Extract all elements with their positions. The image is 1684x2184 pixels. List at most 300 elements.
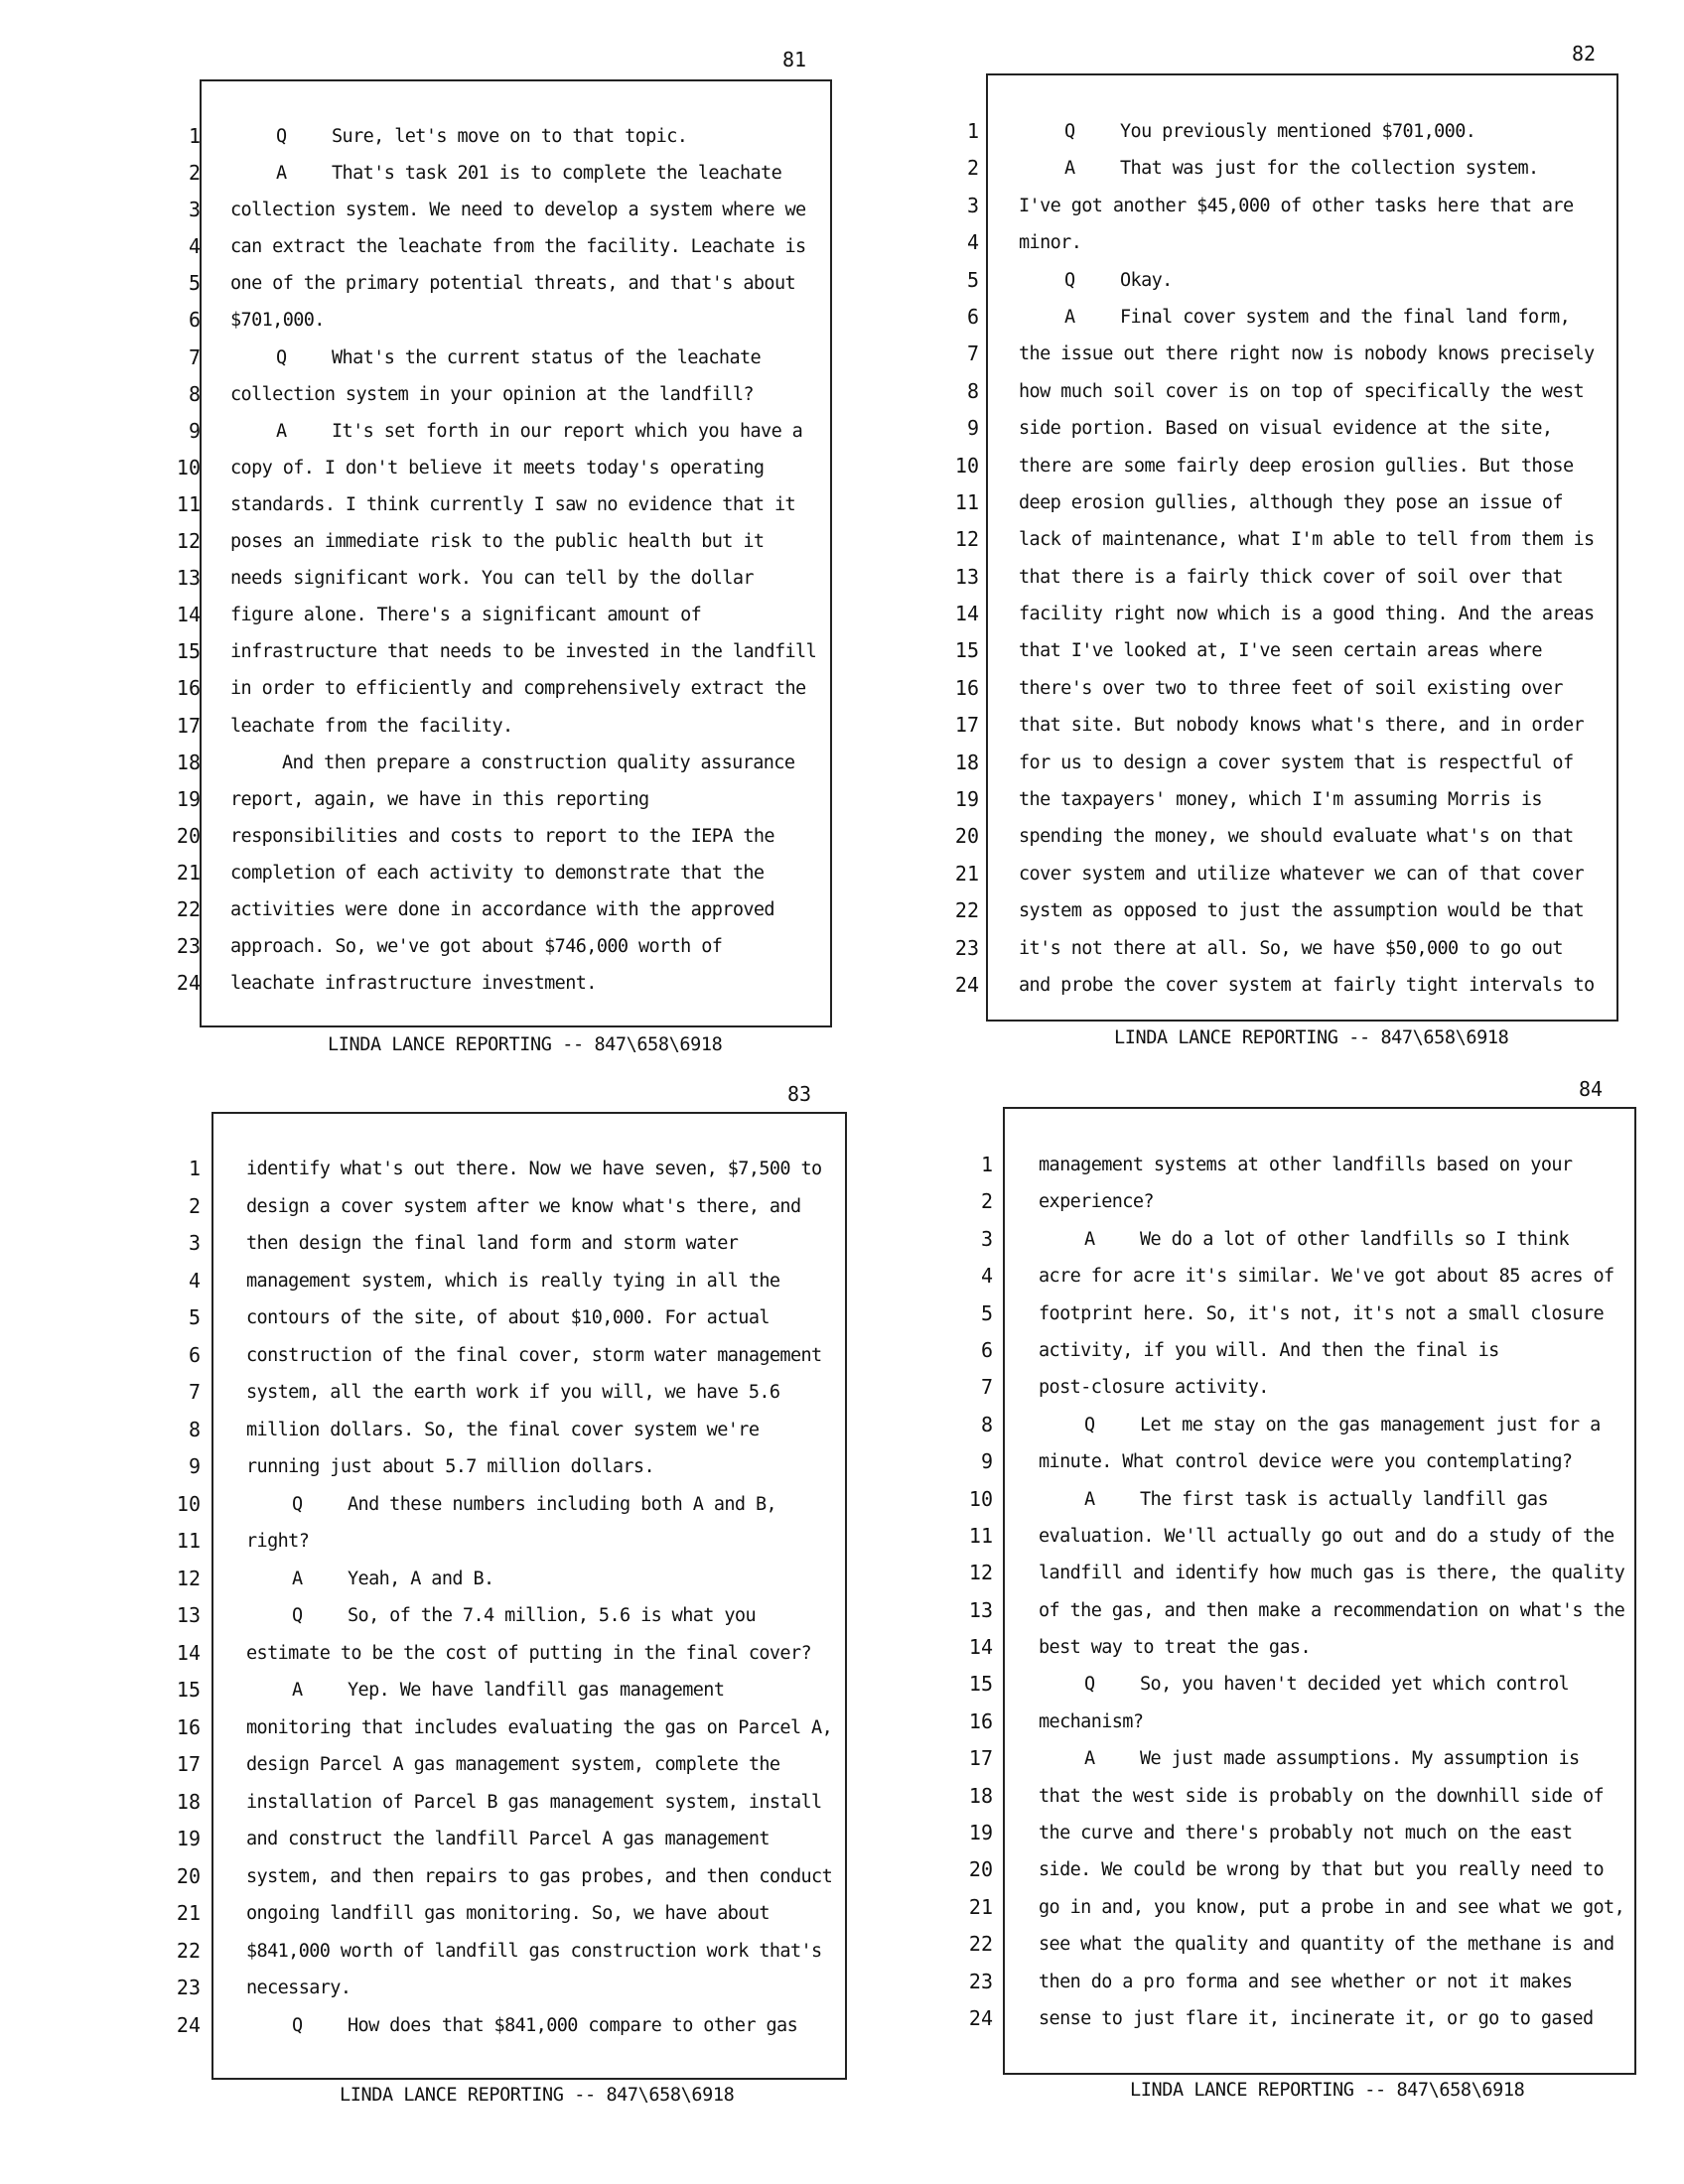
line-text: You previously mentioned $701,000. xyxy=(1120,121,1476,142)
line-text: acre for acre it's similar. We've got about 85 acres of xyxy=(1039,1266,1614,1288)
line-number: 9 xyxy=(980,1449,993,1474)
line-number: 3 xyxy=(188,198,201,222)
line-number: 23 xyxy=(954,935,979,960)
transcript-line xyxy=(161,670,836,707)
line-text: in order to efficiently and comprehensively extract the xyxy=(230,678,806,700)
line-text: responsibilities and costs to report to the IEPA the xyxy=(230,825,774,847)
line-text: management system, which is really tying in all the xyxy=(246,1270,780,1292)
line-number: 11 xyxy=(954,489,979,514)
line-text: side portion. Based on visual evidence at the site, xyxy=(1019,418,1553,440)
transcript-line xyxy=(161,118,836,155)
line-text: minor. xyxy=(1019,232,1082,254)
line-text: $701,000. xyxy=(230,310,325,332)
line-text: the issue out there right now is nobody knows precisely xyxy=(1019,343,1595,365)
transcript-line xyxy=(161,340,836,376)
transcript-line xyxy=(161,633,836,670)
line-text: footprint here. So, it's not, it's not a small closure xyxy=(1039,1302,1605,1324)
line-text: How does that $841,000 compare to other gas xyxy=(348,2014,798,2036)
transcript-line xyxy=(161,708,836,745)
line-list xyxy=(161,118,836,1002)
answer-line xyxy=(1019,150,1539,187)
speaker-marker: Q xyxy=(1064,269,1075,291)
transcript-line xyxy=(939,448,1624,484)
line-text: leachate infrastructure investment. xyxy=(230,973,597,995)
line-text: system as opposed to just the assumption would be that xyxy=(1019,900,1585,922)
line-text: sense to just flare it, incinerate it, or go to gased xyxy=(1039,2007,1594,2029)
transcript-line xyxy=(939,484,1624,521)
line-number: 13 xyxy=(176,1603,201,1627)
line-number: 13 xyxy=(176,566,201,591)
line-number: 9 xyxy=(188,418,201,443)
line-number: 15 xyxy=(954,638,979,663)
line-text: management systems at other landfills based on your xyxy=(1039,1155,1573,1175)
line-number: 14 xyxy=(176,603,201,627)
line-number: 6 xyxy=(966,304,979,329)
line-text: one of the primary potential threats, and that's about xyxy=(230,273,796,295)
question-line xyxy=(1019,113,1475,150)
line-number: 5 xyxy=(188,1305,201,1329)
transcript-line xyxy=(161,1188,846,1226)
transcript-line xyxy=(953,1296,1638,1332)
transcript-line xyxy=(161,818,836,855)
line-text: We just made assumptions. My assumption is xyxy=(1140,1748,1580,1770)
line-number: 9 xyxy=(188,1454,201,1478)
transcript-line xyxy=(953,1889,1638,1926)
question-line xyxy=(1039,1407,1601,1443)
line-text: Yeah, A and B. xyxy=(348,1568,494,1589)
line-text: that I've looked at, I've seen certain areas where xyxy=(1019,640,1542,662)
line-text: approach. So, we've got about $746,000 worth of xyxy=(230,936,723,958)
transcript-line xyxy=(161,413,836,450)
line-number: 10 xyxy=(176,455,201,479)
line-list xyxy=(939,113,1624,1004)
line-number: 5 xyxy=(980,1300,993,1325)
line-number: 6 xyxy=(188,1342,201,1367)
transcript-line xyxy=(161,1486,846,1524)
transcript-line xyxy=(953,1592,1638,1629)
line-text: how much soil cover is on top of specifically the west xyxy=(1019,380,1585,402)
line-number: 16 xyxy=(968,1708,993,1733)
line-number: 18 xyxy=(954,750,979,774)
line-number: 1 xyxy=(188,1157,201,1180)
line-number: 24 xyxy=(176,2012,201,2037)
transcript-line xyxy=(161,1523,846,1561)
line-number: 4 xyxy=(966,230,979,255)
transcript-line xyxy=(939,299,1624,336)
transcript-line xyxy=(953,1815,1638,1851)
transcript-line xyxy=(161,155,836,192)
line-number: 2 xyxy=(980,1189,993,1214)
line-text: ongoing landfill gas monitoring. So, we have about xyxy=(246,1903,770,1924)
transcript-line xyxy=(953,1258,1638,1295)
line-number: 3 xyxy=(980,1226,993,1251)
line-text: And these numbers including both A and B, xyxy=(348,1493,777,1515)
line-number: 8 xyxy=(188,381,201,406)
line-number: 16 xyxy=(176,1714,201,1739)
transcript-line xyxy=(953,1555,1638,1591)
question-line xyxy=(246,2007,797,2045)
transcript-line xyxy=(161,1151,846,1188)
transcript-line xyxy=(939,336,1624,372)
line-number: 17 xyxy=(176,713,201,738)
line-number: 7 xyxy=(188,344,201,369)
question-line xyxy=(230,340,761,376)
transcript-line xyxy=(161,1225,846,1263)
speaker-marker: Q xyxy=(292,2014,303,2036)
transcript-line xyxy=(161,1412,846,1449)
line-list xyxy=(953,1147,1638,2037)
speaker-marker: A xyxy=(292,1680,303,1701)
line-text: It's set forth in our report which you have a xyxy=(332,420,803,442)
line-number: 2 xyxy=(966,156,979,181)
line-number: 16 xyxy=(954,675,979,700)
line-number: 5 xyxy=(966,267,979,292)
transcript-line xyxy=(939,373,1624,410)
line-text: that site. But nobody knows what's there, and in order xyxy=(1019,715,1585,737)
line-text: What's the current status of the leachate xyxy=(332,346,762,368)
line-text: minute. What control device were you contemplating? xyxy=(1039,1451,1573,1473)
speaker-marker: Q xyxy=(1084,1674,1095,1696)
line-text: I've got another $45,000 of other tasks here that are xyxy=(1019,195,1574,216)
transcript-line xyxy=(939,596,1624,632)
answer-line xyxy=(1039,1481,1548,1518)
line-number: 14 xyxy=(954,602,979,626)
line-text: that there is a fairly thick cover of soil over that xyxy=(1019,566,1563,588)
line-text: can extract the leachate from the facility. Leachate is xyxy=(230,236,806,258)
speaker-marker: A xyxy=(1084,1748,1095,1770)
line-number: 7 xyxy=(188,1380,201,1404)
speaker-marker: A xyxy=(276,163,287,185)
transcript-line xyxy=(161,560,836,597)
line-number: 1 xyxy=(188,124,201,148)
line-number: 10 xyxy=(954,453,979,478)
line-number: 15 xyxy=(176,1678,201,1702)
line-text: evaluation. We'll actually go out and do a study of the xyxy=(1039,1525,1614,1547)
line-list xyxy=(161,1151,846,2044)
transcript-line xyxy=(161,1635,846,1673)
speaker-marker: Q xyxy=(292,1605,303,1626)
line-number: 23 xyxy=(968,1969,993,1993)
line-number: 22 xyxy=(954,898,979,923)
line-text: activities were done in accordance with the approved xyxy=(230,898,774,920)
line-number: 1 xyxy=(980,1153,993,1176)
line-text: $841,000 worth of landfill gas construction work that's xyxy=(246,1940,822,1962)
line-number: 21 xyxy=(176,1901,201,1925)
line-number: 13 xyxy=(954,564,979,589)
line-text: poses an immediate risk to the public health but it xyxy=(230,531,765,553)
line-text: That's task 201 is to complete the leachate xyxy=(332,163,782,185)
line-number: 15 xyxy=(176,639,201,664)
question-line xyxy=(246,1597,756,1635)
transcript-line xyxy=(953,1778,1638,1815)
transcript-line xyxy=(161,1970,846,2007)
line-text: of the gas, and then make a recommendation on what's the xyxy=(1039,1599,1625,1621)
page-footer: LINDA LANCE REPORTING -- 847\658\6918 xyxy=(328,1034,723,1055)
question-line xyxy=(1039,1666,1569,1703)
transcript-line xyxy=(161,302,836,339)
line-text: identify what's out there. Now we have seven, $7,500 to xyxy=(246,1159,822,1179)
transcript-line xyxy=(939,632,1624,669)
line-number: 4 xyxy=(980,1264,993,1289)
line-number: 24 xyxy=(968,2005,993,2030)
line-number: 20 xyxy=(954,824,979,849)
line-number: 2 xyxy=(188,161,201,186)
transcript-line xyxy=(161,1784,846,1822)
line-number: 9 xyxy=(966,416,979,441)
transcript-line xyxy=(161,1337,846,1375)
answer-line xyxy=(1039,1221,1569,1258)
speaker-marker: Q xyxy=(1064,121,1075,142)
line-number: 17 xyxy=(954,713,979,738)
line-text: Okay. xyxy=(1120,269,1173,291)
speaker-marker: Q xyxy=(1084,1414,1095,1435)
speaker-marker: A xyxy=(1084,1228,1095,1250)
line-number: 12 xyxy=(968,1561,993,1585)
answer-line xyxy=(1019,299,1570,336)
line-text: collection system. We need to develop a system where we xyxy=(230,200,806,221)
line-text: landfill and identify how much gas is there, the quality xyxy=(1039,1563,1625,1584)
answer-line xyxy=(246,1672,724,1709)
transcript-line xyxy=(953,1704,1638,1740)
line-number: 22 xyxy=(176,896,201,921)
line-text: design Parcel A gas management system, complete the xyxy=(246,1754,780,1775)
transcript-line xyxy=(953,1369,1638,1406)
transcript-line xyxy=(953,1666,1638,1703)
line-text: estimate to be the cost of putting in the final cover? xyxy=(246,1642,812,1664)
transcript-line xyxy=(161,1448,846,1486)
line-number: 4 xyxy=(188,234,201,259)
page-footer: LINDA LANCE REPORTING -- 847\658\6918 xyxy=(340,2085,735,2106)
line-number: 19 xyxy=(176,786,201,811)
line-number: 22 xyxy=(176,1938,201,1963)
transcript-line xyxy=(161,2007,846,2045)
transcript-line xyxy=(161,192,836,228)
transcript-line xyxy=(939,521,1624,558)
transcript-line xyxy=(939,559,1624,596)
transcript-line xyxy=(161,1858,846,1896)
transcript-line xyxy=(953,2000,1638,2037)
transcript-line xyxy=(161,855,836,891)
line-text: running just about 5.7 million dollars. xyxy=(246,1456,654,1477)
page-number: 83 xyxy=(787,1082,812,1106)
line-text: system, all the earth work if you will, we have 5.6 xyxy=(246,1382,780,1403)
transcript-line xyxy=(161,228,836,265)
transcript-line xyxy=(161,965,836,1002)
answer-line xyxy=(230,413,802,450)
line-text: side. We could be wrong by that but you really need to xyxy=(1039,1859,1605,1881)
line-text: for us to design a cover system that is respectful of xyxy=(1019,751,1574,773)
transcript-line xyxy=(161,486,836,523)
line-number: 12 xyxy=(954,527,979,552)
line-number: 14 xyxy=(968,1635,993,1660)
transcript-line xyxy=(939,188,1624,224)
line-number: 17 xyxy=(968,1746,993,1771)
transcript-line xyxy=(161,1672,846,1709)
line-number: 19 xyxy=(968,1821,993,1845)
line-number: 21 xyxy=(954,861,979,886)
transcript-line xyxy=(161,450,836,486)
transcript-line xyxy=(939,745,1624,781)
line-text: spending the money, we should evaluate what's on that xyxy=(1019,826,1574,848)
line-text: And then prepare a construction quality assurance xyxy=(282,751,795,773)
line-number: 24 xyxy=(176,971,201,996)
speaker-marker: Q xyxy=(276,126,287,147)
transcript-line xyxy=(161,1374,846,1412)
question-line xyxy=(246,1486,776,1524)
transcript-line xyxy=(939,262,1624,299)
line-number: 6 xyxy=(980,1337,993,1362)
line-number: 8 xyxy=(966,378,979,403)
line-number: 18 xyxy=(176,1789,201,1814)
line-text: Final cover system and the final land form, xyxy=(1120,306,1571,328)
line-number: 20 xyxy=(176,1863,201,1888)
line-text: deep erosion gullies, although they pose an issue of xyxy=(1019,491,1563,513)
line-number: 24 xyxy=(954,972,979,997)
transcript-line xyxy=(161,1895,846,1933)
speaker-marker: A xyxy=(1084,1488,1095,1510)
line-text: experience? xyxy=(1039,1191,1154,1213)
transcript-line xyxy=(953,1964,1638,2000)
line-text: needs significant work. You can tell by the dollar xyxy=(230,568,754,590)
transcript-line xyxy=(939,113,1624,150)
line-text: lack of maintenance, what I'm able to tell from them is xyxy=(1019,529,1595,551)
line-text: million dollars. So, the final cover system we're xyxy=(246,1419,760,1440)
line-number: 19 xyxy=(176,1827,201,1850)
transcript-line xyxy=(161,523,836,560)
line-number: 23 xyxy=(176,934,201,959)
line-number: 19 xyxy=(954,787,979,812)
line-text: best way to treat the gas. xyxy=(1039,1637,1311,1659)
question-line xyxy=(1019,262,1173,299)
line-text: Sure, let's move on to that topic. xyxy=(332,126,688,147)
line-text: We do a lot of other landfills so I think xyxy=(1140,1228,1570,1250)
transcript-line xyxy=(953,1481,1638,1518)
line-number: 18 xyxy=(176,750,201,774)
line-text: Yep. We have landfill gas management xyxy=(348,1680,725,1701)
transcript-line xyxy=(939,150,1624,187)
line-text: That was just for the collection system. xyxy=(1120,158,1539,180)
transcript-line xyxy=(953,1443,1638,1480)
line-text: The first task is actually landfill gas xyxy=(1140,1488,1548,1510)
line-text: infrastructure that needs to be invested in the landfill xyxy=(230,641,817,663)
transcript-line xyxy=(939,967,1624,1004)
page-footer: LINDA LANCE REPORTING -- 847\658\6918 xyxy=(1114,1027,1509,1048)
line-number: 20 xyxy=(176,823,201,848)
line-text: right? xyxy=(246,1531,310,1552)
transcript-line xyxy=(939,781,1624,818)
line-text: So, you haven't decided yet which control xyxy=(1140,1674,1570,1696)
line-number: 12 xyxy=(176,1566,201,1590)
line-text: construction of the final cover, storm water management xyxy=(246,1344,822,1366)
speaker-marker: A xyxy=(292,1568,303,1589)
transcript-line xyxy=(953,1332,1638,1369)
line-number: 7 xyxy=(966,341,979,366)
line-text: mechanism? xyxy=(1039,1710,1144,1732)
line-text: report, again, we have in this reporting xyxy=(230,788,649,810)
page-footer: LINDA LANCE REPORTING -- 847\658\6918 xyxy=(1130,2080,1525,2101)
transcript-line xyxy=(939,707,1624,744)
transcript-line xyxy=(161,1597,846,1635)
speaker-marker: A xyxy=(276,420,287,442)
transcript-line xyxy=(953,1629,1638,1666)
transcript-line xyxy=(939,892,1624,929)
line-number: 13 xyxy=(968,1597,993,1622)
speaker-marker: Q xyxy=(292,1493,303,1515)
line-number: 3 xyxy=(966,193,979,217)
line-number: 10 xyxy=(968,1486,993,1511)
line-number: 3 xyxy=(188,1231,201,1255)
line-number: 10 xyxy=(176,1491,201,1516)
transcript-line xyxy=(161,928,836,965)
line-text: and probe the cover system at fairly tight intervals to xyxy=(1019,974,1595,996)
transcript-line xyxy=(161,265,836,302)
line-text: Let me stay on the gas management just for a xyxy=(1140,1414,1601,1435)
transcript-line xyxy=(953,1147,1638,1183)
transcript-line xyxy=(161,1821,846,1858)
line-text: contours of the site, of about $10,000. For actual xyxy=(246,1307,770,1328)
transcript-line xyxy=(939,670,1624,707)
line-number: 8 xyxy=(980,1412,993,1436)
transcript-line xyxy=(161,891,836,928)
line-text: facility right now which is a good thing. And the areas xyxy=(1019,604,1595,625)
page-number: 81 xyxy=(782,48,807,71)
line-number: 16 xyxy=(176,676,201,701)
question-line xyxy=(230,118,687,155)
speaker-marker: Q xyxy=(276,346,287,368)
line-number: 11 xyxy=(176,1529,201,1553)
line-text: then design the final land form and storm water xyxy=(246,1233,739,1254)
line-number: 11 xyxy=(176,491,201,516)
line-number: 5 xyxy=(188,271,201,296)
transcript-line xyxy=(161,1299,846,1337)
line-number: 2 xyxy=(188,1193,201,1218)
line-number: 20 xyxy=(968,1857,993,1882)
line-text: it's not there at all. So, we have $50,000 to go out xyxy=(1019,937,1563,959)
transcript-line xyxy=(161,1561,846,1598)
line-number: 4 xyxy=(188,1268,201,1293)
transcript-line xyxy=(161,597,836,633)
speaker-marker: A xyxy=(1064,306,1075,328)
line-text: installation of Parcel B gas management system, install xyxy=(246,1791,822,1813)
transcript-line xyxy=(953,1851,1638,1888)
transcript-line xyxy=(953,1221,1638,1258)
line-text: see what the quality and quantity of the methane is and xyxy=(1039,1934,1614,1956)
transcript-line xyxy=(161,1933,846,1971)
speaker-marker: A xyxy=(1064,158,1075,180)
transcript-line xyxy=(161,781,836,818)
transcript-line xyxy=(161,745,836,781)
line-text: the curve and there's probably not much on the east xyxy=(1039,1823,1573,1844)
line-text: design a cover system after we know what's there, and xyxy=(246,1195,801,1217)
line-text: figure alone. There's a significant amount of xyxy=(230,605,702,626)
line-number: 15 xyxy=(968,1672,993,1697)
transcript-line xyxy=(953,1740,1638,1777)
line-number: 7 xyxy=(980,1375,993,1400)
line-text: collection system in your opinion at the landfill? xyxy=(230,383,754,405)
line-number: 11 xyxy=(968,1523,993,1548)
transcript-line xyxy=(939,410,1624,447)
transcript-line xyxy=(161,1709,846,1747)
line-text: standards. I think currently I saw no evidence that it xyxy=(230,493,796,515)
line-text: then do a pro forma and see whether or not it makes xyxy=(1039,1971,1573,1992)
line-number: 21 xyxy=(176,860,201,885)
transcript-line xyxy=(953,1926,1638,1963)
transcript-line xyxy=(161,1746,846,1784)
line-number: 17 xyxy=(176,1752,201,1776)
transcript-line xyxy=(939,224,1624,261)
line-text: leachate from the facility. xyxy=(230,715,513,737)
transcript-line xyxy=(939,856,1624,892)
